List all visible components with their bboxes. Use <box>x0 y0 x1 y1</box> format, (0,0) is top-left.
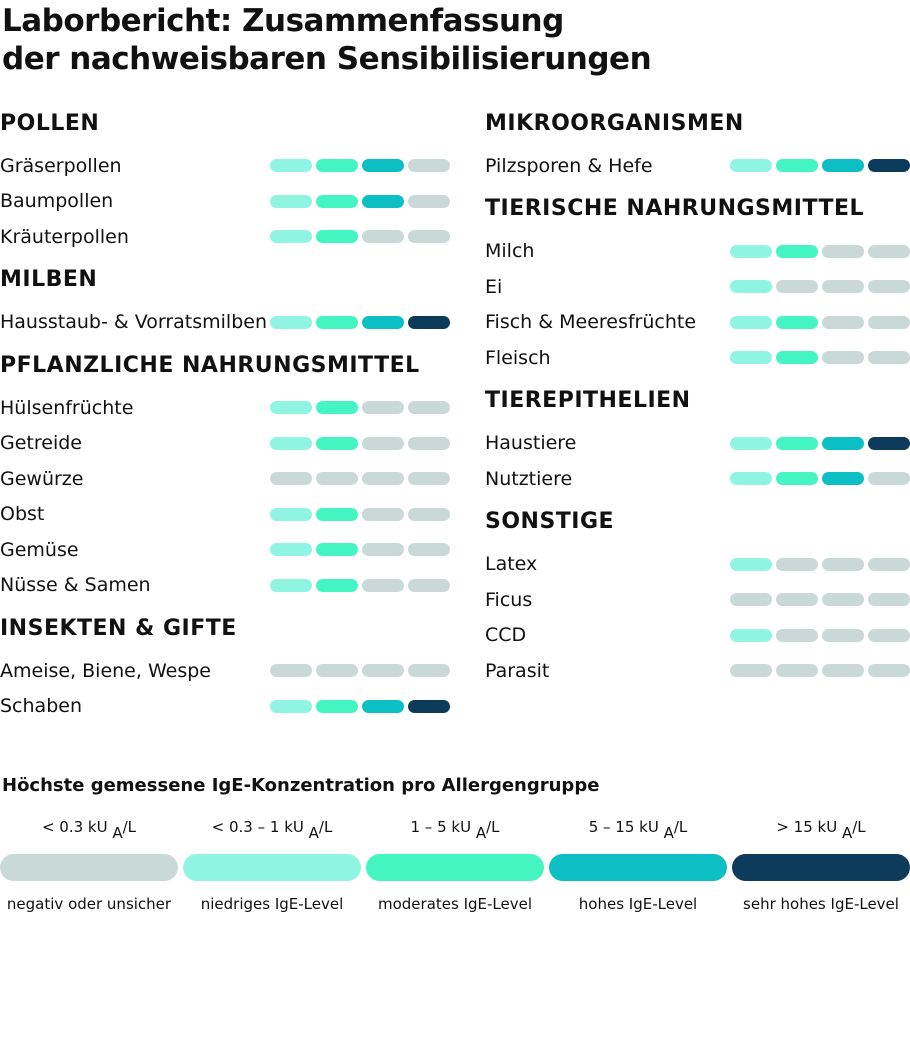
level-bar-segment <box>868 558 910 571</box>
level-bars <box>730 664 910 677</box>
level-bar-segment <box>730 664 772 677</box>
allergen-label: Obst <box>0 503 45 526</box>
allergen-label: Nüsse & Samen <box>0 574 151 597</box>
level-bar-segment <box>822 245 864 258</box>
level-bar-segment <box>316 579 358 592</box>
legend-label: hohes IgE-Level <box>578 895 698 913</box>
level-bar-segment <box>362 700 404 713</box>
legend-range-value: 1 – 5 <box>410 818 452 836</box>
legend-item <box>183 818 361 913</box>
level-bar-segment <box>316 664 358 677</box>
level-bar-segment <box>868 245 910 258</box>
allergen-label: CCD <box>485 624 527 647</box>
level-bar-segment <box>822 472 864 485</box>
allergen-label: Haustiere <box>485 432 577 455</box>
allergen-row <box>0 426 450 462</box>
level-bar-segment <box>408 230 450 243</box>
legend-label: negativ oder unsicher <box>6 895 172 913</box>
level-bar-segment <box>776 593 818 606</box>
level-bars <box>270 159 450 172</box>
allergen-label: Gemüse <box>0 538 79 561</box>
level-bar-segment <box>408 195 450 208</box>
level-bars <box>270 508 450 521</box>
level-bar-segment <box>822 351 864 364</box>
level-bars <box>270 195 450 208</box>
legend-unit-subscript: A <box>308 824 319 842</box>
level-bar-segment <box>270 700 312 713</box>
legend-range-value: > 15 <box>776 818 818 836</box>
allergen-label: Kräuterpollen <box>0 225 129 248</box>
level-bar-segment <box>730 558 772 571</box>
level-bar-segment <box>776 664 818 677</box>
legend <box>0 818 910 913</box>
legend-unit: kU <box>817 818 842 836</box>
page-title-line1: Laborbericht: Zusammenfassung <box>2 3 564 39</box>
left-column <box>0 98 450 724</box>
allergen-row <box>485 269 910 305</box>
level-bars <box>730 316 910 329</box>
legend-range <box>212 818 333 844</box>
allergen-label: Milch <box>485 240 535 263</box>
allergen-label: Schaben <box>0 695 82 718</box>
level-bar-segment <box>270 472 312 485</box>
legend-unit-subscript: A <box>475 824 487 842</box>
level-bars <box>730 280 910 293</box>
allergen-label: Baumpollen <box>0 190 114 213</box>
allergen-row <box>0 184 450 220</box>
level-bar-segment <box>776 558 818 571</box>
allergen-row <box>0 653 450 689</box>
legend-range <box>589 818 688 844</box>
level-bar-segment <box>408 543 450 556</box>
level-bar-segment <box>408 316 450 329</box>
level-bar-segment <box>270 508 312 521</box>
allergen-label: Ficus <box>485 588 533 611</box>
level-bars <box>270 401 450 414</box>
level-bar-segment <box>776 351 818 364</box>
level-bar-segment <box>730 351 772 364</box>
allergen-row <box>485 148 910 184</box>
level-bars <box>270 230 450 243</box>
group-title-sonstige: SONSTIGE <box>485 509 615 534</box>
level-bar-segment <box>868 629 910 642</box>
legend-item <box>366 818 544 913</box>
legend-unit: kU <box>284 818 309 836</box>
allergen-label: Hausstaub- & Vorratsmilben <box>0 311 268 334</box>
level-bar-segment <box>822 437 864 450</box>
allergen-row <box>0 305 450 341</box>
legend-swatch <box>549 854 727 881</box>
level-bar-segment <box>730 316 772 329</box>
legend-unit-tail: /L <box>122 818 137 836</box>
level-bar-segment <box>316 543 358 556</box>
level-bars <box>270 579 450 592</box>
legend-item <box>732 818 910 913</box>
level-bar-segment <box>822 159 864 172</box>
level-bar-segment <box>362 316 404 329</box>
level-bar-segment <box>316 316 358 329</box>
level-bars <box>270 316 450 329</box>
level-bar-segment <box>868 159 910 172</box>
legend-unit-tail: /L <box>852 818 866 836</box>
legend-unit-subscript: A <box>112 824 123 842</box>
level-bar-segment <box>362 664 404 677</box>
allergen-label: Ei <box>485 275 503 298</box>
allergen-label: Gräserpollen <box>0 154 122 177</box>
level-bars <box>270 472 450 485</box>
legend-range-value: 5 – 15 <box>588 818 640 836</box>
legend-swatch <box>183 854 361 881</box>
legend-range <box>42 818 136 844</box>
legend-range-value: < 0.3 <box>41 818 88 836</box>
group-title-mikroorganismen: MIKROORGANISMEN <box>485 110 744 136</box>
level-bar-segment <box>776 316 818 329</box>
legend-unit-subscript: A <box>663 824 674 842</box>
level-bar-segment <box>776 437 818 450</box>
legend-swatch <box>366 854 544 881</box>
allergen-label: Parasit <box>485 659 550 682</box>
level-bars <box>730 593 910 606</box>
allergen-row <box>485 234 910 270</box>
level-bar-segment <box>270 159 312 172</box>
allergen-label: Latex <box>485 553 538 576</box>
level-bar-segment <box>362 401 404 414</box>
level-bar-segment <box>316 472 358 485</box>
level-bar-segment <box>408 159 450 172</box>
legend-unit: kU <box>87 818 113 836</box>
level-bar-segment <box>408 437 450 450</box>
allergen-row <box>485 653 910 689</box>
level-bar-segment <box>362 230 404 243</box>
allergen-row <box>0 219 450 255</box>
level-bar-segment <box>362 195 404 208</box>
level-bar-segment <box>868 316 910 329</box>
allergen-row <box>0 461 450 497</box>
group-title-insekten-gifte: INSEKTEN & GIFTE <box>0 615 237 641</box>
level-bar-segment <box>776 245 818 258</box>
level-bar-segment <box>730 593 772 606</box>
allergen-row <box>485 582 910 618</box>
legend-item <box>0 818 178 913</box>
level-bar-segment <box>316 195 358 208</box>
level-bar-segment <box>270 664 312 677</box>
level-bar-segment <box>316 700 358 713</box>
allergen-label: Fisch & Meeresfrüchte <box>485 311 697 334</box>
group-title-milben: MILBEN <box>0 267 98 292</box>
level-bars <box>730 159 910 172</box>
level-bar-segment <box>270 437 312 450</box>
level-bar-segment <box>776 280 818 293</box>
level-bar-segment <box>868 437 910 450</box>
level-bar-segment <box>270 579 312 592</box>
page-title-line2: der nachweisbaren Sensibilisierungen <box>2 41 652 77</box>
level-bar-segment <box>408 401 450 414</box>
right-column <box>485 98 910 689</box>
allergen-label: Gewürze <box>0 467 84 490</box>
level-bar-segment <box>362 579 404 592</box>
legend-label: moderates IgE-Level <box>377 895 533 913</box>
level-bar-segment <box>408 700 450 713</box>
level-bar-segment <box>776 629 818 642</box>
allergen-row <box>485 618 910 654</box>
legend-swatch <box>0 854 178 881</box>
level-bar-segment <box>316 401 358 414</box>
allergen-label: Ameise, Biene, Wespe <box>0 659 211 682</box>
level-bar-segment <box>868 472 910 485</box>
level-bar-segment <box>730 472 772 485</box>
group-title-pflanzliche-nahrungsmittel: PFLANZLICHE NAHRUNGSMITTEL <box>0 352 420 378</box>
level-bar-segment <box>316 159 358 172</box>
level-bar-segment <box>362 159 404 172</box>
level-bar-segment <box>408 472 450 485</box>
level-bars <box>270 437 450 450</box>
allergen-label: Fleisch <box>485 346 551 369</box>
legend-unit-subscript: A <box>841 824 853 842</box>
level-bars <box>270 664 450 677</box>
level-bar-segment <box>316 508 358 521</box>
level-bar-segment <box>316 230 358 243</box>
level-bar-segment <box>408 579 450 592</box>
legend-item <box>549 818 727 913</box>
level-bar-segment <box>270 543 312 556</box>
level-bar-segment <box>868 664 910 677</box>
legend-range <box>410 818 499 844</box>
allergen-row <box>485 461 910 497</box>
allergen-row <box>0 390 450 426</box>
legend-unit: kU <box>451 818 476 836</box>
legend-unit-tail: /L <box>318 818 333 836</box>
level-bar-segment <box>362 437 404 450</box>
level-bar-segment <box>316 437 358 450</box>
level-bar-segment <box>776 472 818 485</box>
level-bars <box>270 543 450 556</box>
allergen-label: Hülsenfrüchte <box>0 396 134 419</box>
allergen-label: Nutztiere <box>485 467 573 490</box>
level-bar-segment <box>868 351 910 364</box>
allergen-row <box>485 340 910 376</box>
level-bar-segment <box>730 629 772 642</box>
legend-unit: kU <box>639 818 664 836</box>
allergen-row <box>485 305 910 341</box>
level-bars <box>730 351 910 364</box>
level-bars <box>270 700 450 713</box>
allergen-label: Getreide <box>0 432 82 455</box>
level-bar-segment <box>408 664 450 677</box>
level-bar-segment <box>822 558 864 571</box>
level-bars <box>730 437 910 450</box>
page-title <box>2 2 651 78</box>
group-title-pollen: POLLEN <box>0 110 100 136</box>
legend-swatch <box>732 854 910 881</box>
level-bars <box>730 629 910 642</box>
allergen-row <box>485 547 910 583</box>
level-bar-segment <box>730 280 772 293</box>
allergen-row <box>0 148 450 184</box>
legend-label: niedriges IgE-Level <box>200 895 344 913</box>
allergen-row <box>0 497 450 533</box>
level-bar-segment <box>822 316 864 329</box>
legend-range <box>776 818 865 844</box>
level-bar-segment <box>408 508 450 521</box>
legend-label: sehr hohes IgE-Level <box>743 895 899 913</box>
level-bar-segment <box>822 664 864 677</box>
allergen-label: Pilzsporen & Hefe <box>485 154 653 177</box>
group-title-tierische-nahrungsmittel: TIERISCHE NAHRUNGSMITTEL <box>485 196 865 221</box>
level-bar-segment <box>730 245 772 258</box>
allergen-row <box>0 568 450 604</box>
level-bar-segment <box>868 593 910 606</box>
allergen-row <box>485 426 910 462</box>
allergen-row <box>0 689 450 725</box>
level-bar-segment <box>362 472 404 485</box>
group-title-tierepithelien: TIEREPITHELIEN <box>485 388 691 413</box>
allergen-row <box>0 532 450 568</box>
level-bars <box>730 558 910 571</box>
level-bar-segment <box>270 230 312 243</box>
level-bar-segment <box>822 280 864 293</box>
level-bar-segment <box>270 195 312 208</box>
level-bar-segment <box>822 629 864 642</box>
level-bar-segment <box>822 593 864 606</box>
level-bars <box>730 245 910 258</box>
level-bar-segment <box>362 543 404 556</box>
level-bar-segment <box>270 316 312 329</box>
level-bar-segment <box>730 159 772 172</box>
level-bar-segment <box>776 159 818 172</box>
legend-range-value: < 0.3 – 1 <box>211 818 285 836</box>
level-bar-segment <box>730 437 772 450</box>
legend-title: Höchste gemessene IgE-Konzentration pro Allergengruppe <box>2 775 600 796</box>
legend-unit-tail: /L <box>486 818 500 836</box>
level-bar-segment <box>362 508 404 521</box>
level-bar-segment <box>868 280 910 293</box>
level-bars <box>730 472 910 485</box>
legend-unit-tail: /L <box>673 818 688 836</box>
level-bar-segment <box>270 401 312 414</box>
